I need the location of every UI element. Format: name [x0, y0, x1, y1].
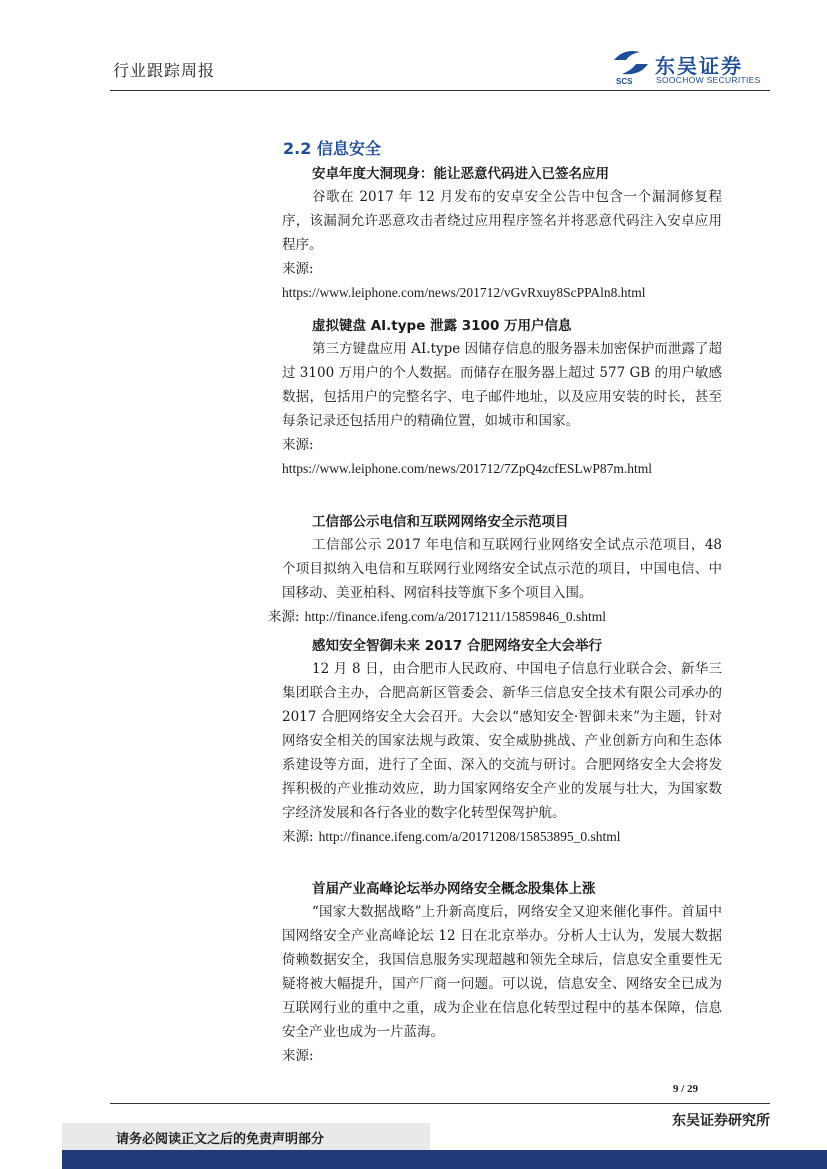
- logo-company-name: 东吴证券: [655, 54, 743, 78]
- article-title: 安卓年度大洞现身：能让恶意代码进入已签名应用: [312, 166, 609, 182]
- article-title: 感知安全智御未来 2017 合肥网络安全大会举行: [312, 638, 602, 654]
- article-source-label: 来源:: [282, 437, 314, 453]
- page-number: 9 / 29: [673, 1083, 699, 1095]
- article-body: 12 月 8 日，由合肥市人民政府、中国电子信息行业联合会、新华三集团联合主办，合肥高新区管委会、新华三信息安全技术有限公司承办的 2017 合肥网络安全大会召开。大会以“感知安全·智御未来”为主题，针对网络安全相关的国家法规与政策、安全威胁挑战、产业创新方向和生态体系建设等方面，进行了全面、深入的交流与研讨。合肥网络安全大会将发挥积极的产业推动效应，助力国家网络安全产业的发展与壮大，为国家数字经济发展和各行各业的数字化转型保驾护航。: [282, 661, 722, 821]
- article-body: “国家大数据战略”上升新高度后，网络安全又迎来催化事件。首届中国网络安全产业高峰论坛 12 日在北京举办。分析人士认为，发展大数据倚赖数据安全，我国信息服务实现超越和领先全球后，信息安全重要性无疑将被大幅提升，国产厂商一问题。可以说，信息安全、网络安全已成为互联网行业的重中之重，成为企业在信息化转型过程中的基本保障，信息安全产业也成为一片蓝海。: [282, 904, 722, 1040]
- article-source-link[interactable]: http://finance.ifeng.com/a/20171211/15859846_0.shtml: [304, 609, 606, 624]
- article-source-link[interactable]: https://www.leiphone.com/news/201712/7ZpQ4zcfESLwP87m.html: [282, 461, 652, 476]
- research-institute-name: 东吴证券研究所: [672, 1113, 770, 1129]
- news-article: [282, 878, 722, 1068]
- logo-company-name-en: SOOCHOW SECURITIES: [656, 75, 761, 85]
- news-article: [282, 163, 722, 305]
- footer-divider: [110, 1103, 770, 1104]
- news-article: [282, 315, 722, 481]
- section-title: 2.2 信息安全: [283, 139, 381, 158]
- article-body: 第三方键盘应用 AI.type 因储存信息的服务器未加密保护而泄露了超过 3100 万用户的个人数据。而储存在服务器上超过 577 GB 的用户敏感数据，包括用户的完整名字、电子邮件地址，以及应用安装的时长，甚至每条记录还包括用户的精确位置，如城市和国家。: [282, 341, 722, 429]
- article-source-link[interactable]: http://finance.ifeng.com/a/20171208/15853895_0.shtml: [318, 829, 621, 844]
- news-article: [282, 635, 722, 849]
- article-source-label: 来源:: [282, 261, 314, 277]
- article-body: 工信部公示 2017 年电信和互联网行业网络安全试点示范项目，48 个项目拟纳入电信和互联网行业网络安全试点示范的项目，中国电信、中国移动、美亚柏科、网宿科技等旗下多个项目入围。: [282, 537, 722, 601]
- footer-accent-band: [62, 1150, 827, 1169]
- article-title: 虚拟键盘 AI.type 泄露 3100 万用户信息: [312, 318, 572, 334]
- article-source-label: 来源:: [282, 1048, 314, 1064]
- article-source-label: 来源:: [268, 609, 300, 625]
- scs-logo-icon: [610, 46, 652, 86]
- article-body: 谷歌在 2017 年 12 月发布的安卓安全公告中包含一个漏洞修复程序，该漏洞允许恶意攻击者绕过应用程序签名并将恶意代码注入安卓应用程序。: [282, 189, 722, 253]
- article-title: 工信部公示电信和互联网网络安全示范项目: [312, 514, 569, 530]
- disclaimer-notice: 请务必阅读正文之后的免责声明部分: [116, 1132, 325, 1147]
- report-type-title: 行业跟踪周报: [113, 61, 216, 80]
- company-logo: [610, 46, 770, 88]
- svg-text:SCS: SCS: [616, 77, 633, 86]
- article-title: 首届产业高峰论坛举办网络安全概念股集体上涨: [312, 881, 596, 897]
- news-article: [268, 511, 722, 629]
- article-source-label: 来源:: [282, 829, 314, 845]
- header-divider: [110, 90, 770, 91]
- article-source-link[interactable]: https://www.leiphone.com/news/201712/vGvRxuy8ScPPAln8.html: [282, 285, 646, 300]
